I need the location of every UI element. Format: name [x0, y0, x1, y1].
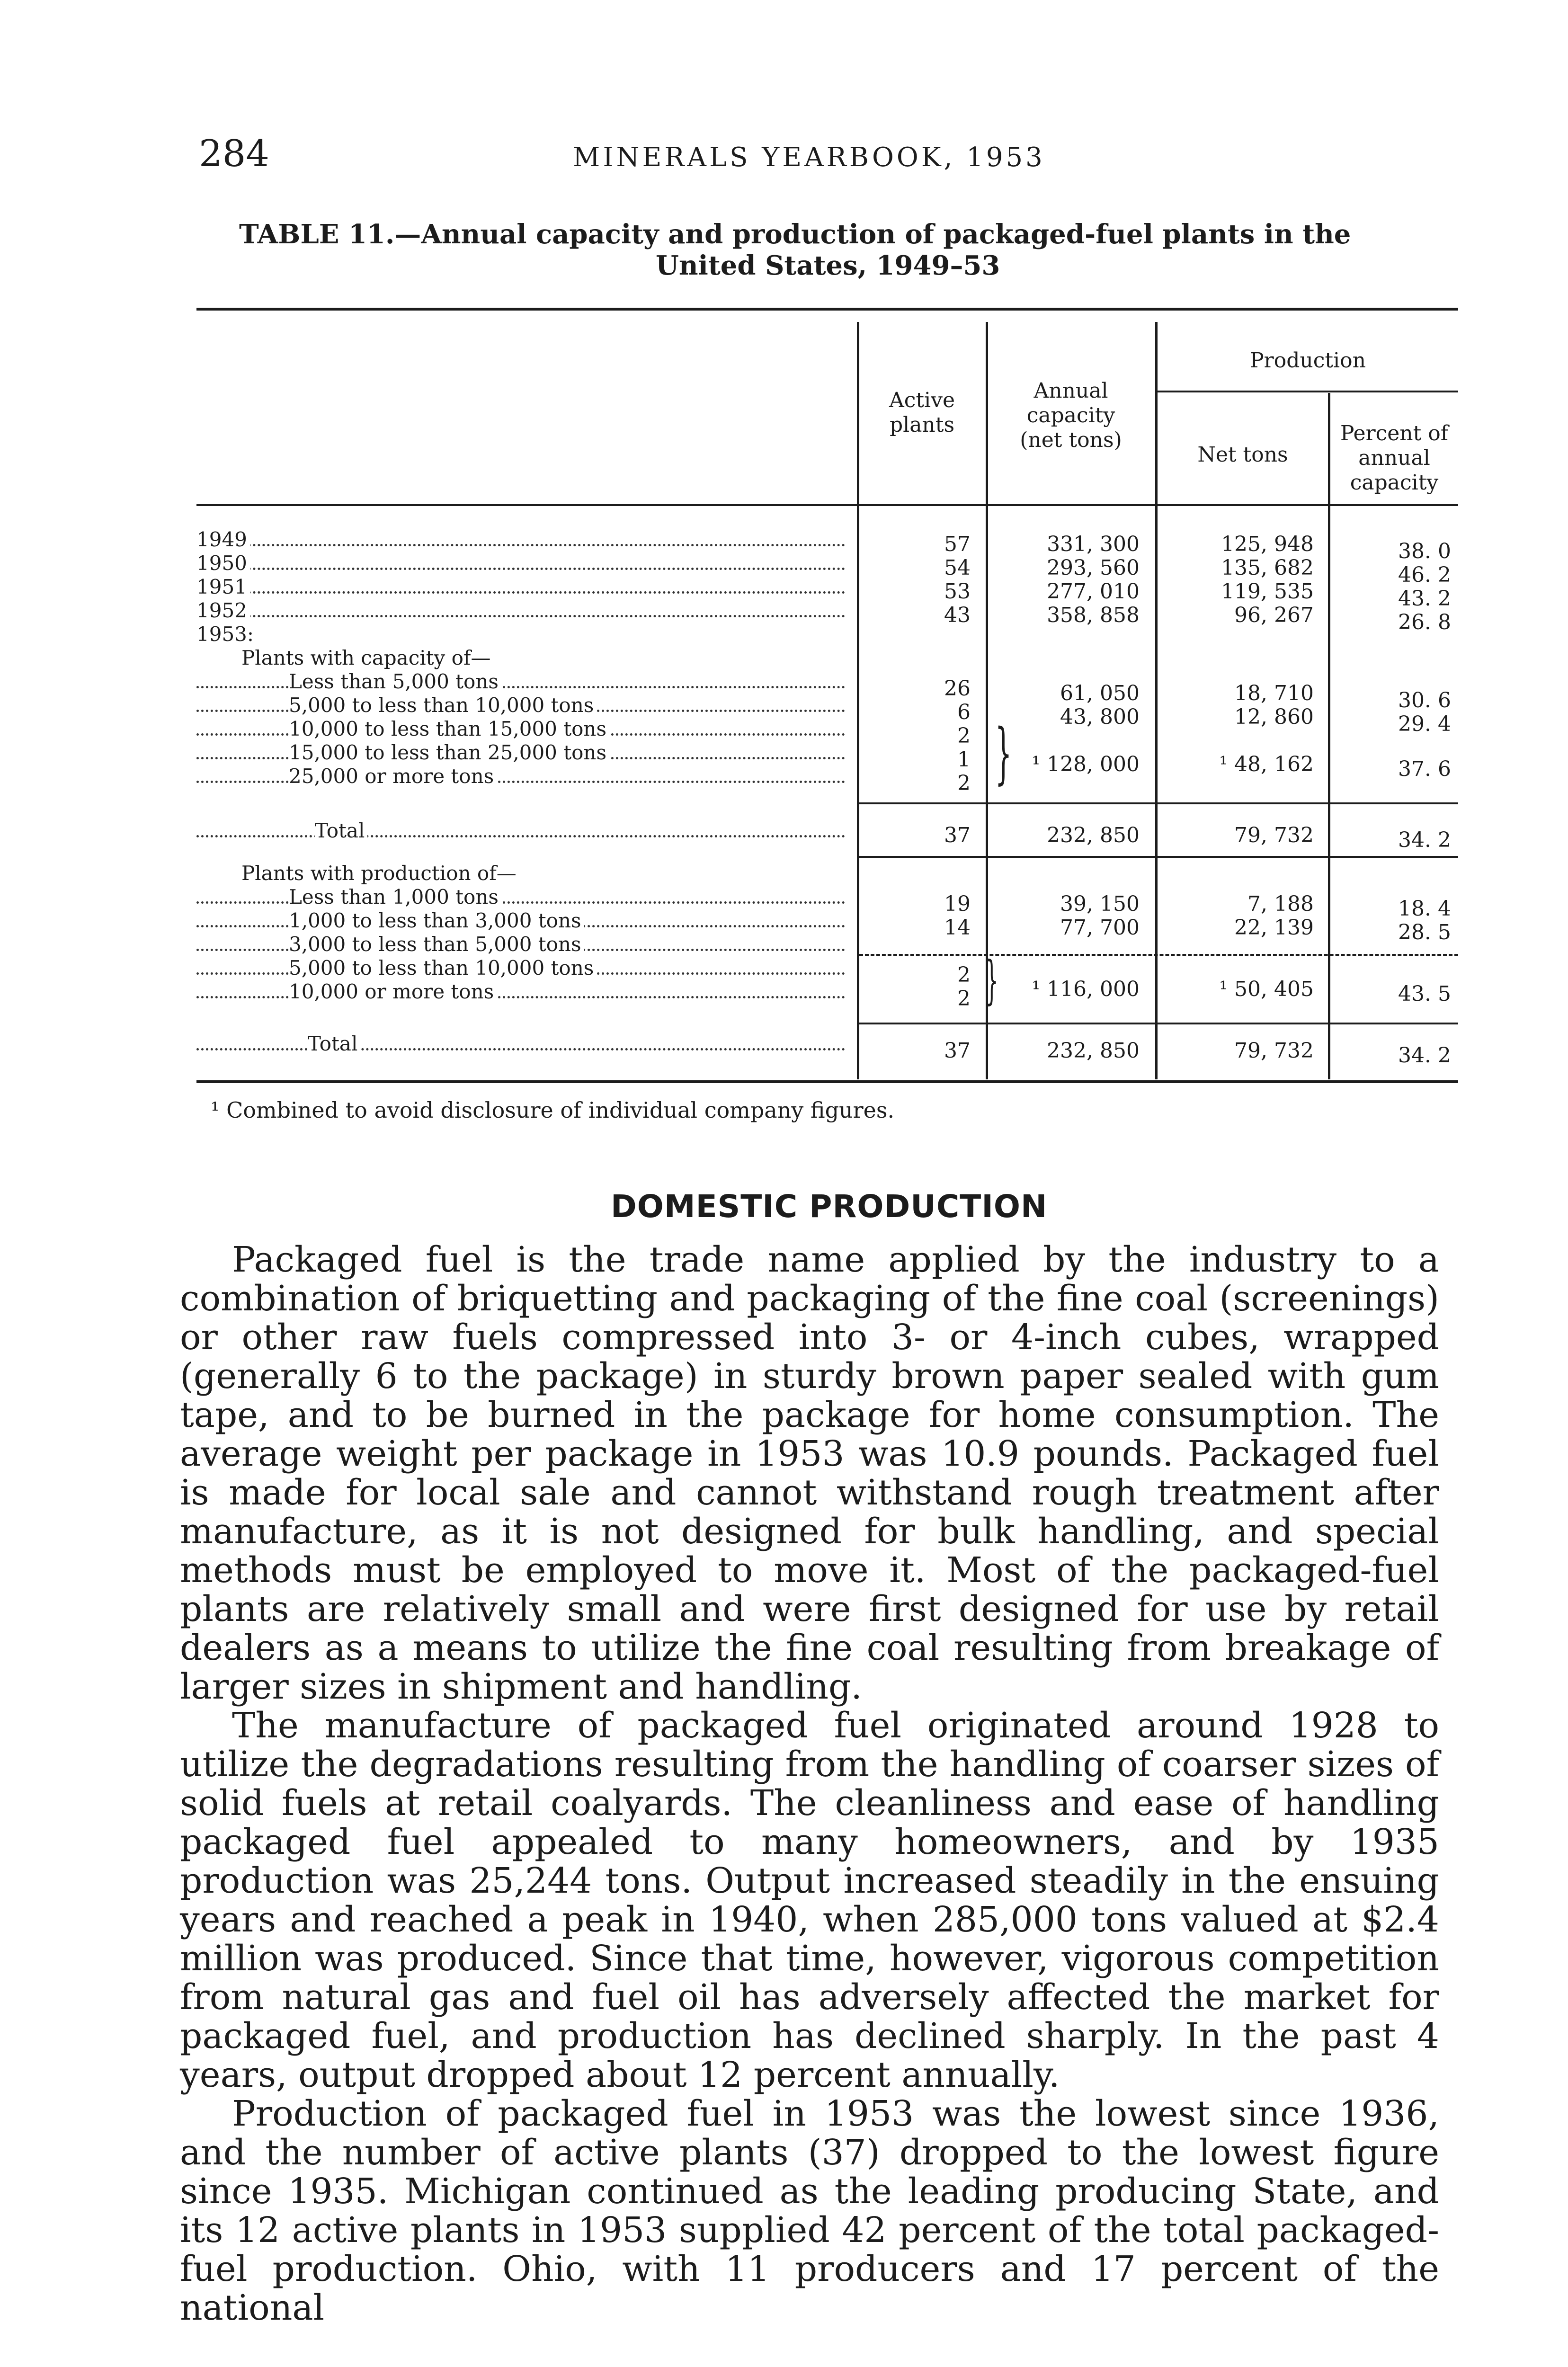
header-bottom-rule	[196, 504, 1458, 506]
cell-active: 19	[944, 892, 971, 916]
year-1953-label: 1953:	[196, 623, 254, 646]
cell-percent: 46. 2	[1398, 563, 1451, 587]
table-row-label: 5,000 to less than 10,000 tons	[196, 956, 850, 980]
cell-capacity-total: 232, 850	[1047, 823, 1140, 847]
cell-percent: 29. 4	[1398, 712, 1451, 736]
cell-capacity-combined: ¹ 116, 000	[1032, 977, 1140, 1001]
cell-percent: 38. 0	[1398, 539, 1451, 563]
section-heading: DOMESTIC PRODUCTION	[611, 1188, 1048, 1225]
cell-active-total: 37	[944, 1039, 971, 1063]
table-caption-line-2: United States, 1949–53	[656, 250, 1000, 281]
total-rule	[859, 1023, 1458, 1024]
cell-active: 2	[957, 724, 971, 748]
cell-net-tons-total: 79, 732	[1234, 1039, 1314, 1063]
cell-net-tons: 119, 535	[1221, 579, 1314, 604]
header-active-plants: Active plants	[889, 388, 955, 437]
header-production: Production	[1250, 348, 1366, 373]
cell-capacity: 277, 010	[1047, 579, 1140, 604]
header-net-tons: Net tons	[1197, 443, 1288, 467]
cell-capacity-total: 232, 850	[1047, 1039, 1140, 1063]
cell-net-tons-total: 79, 732	[1234, 823, 1314, 847]
cell-active: 6	[957, 700, 971, 724]
cell-percent-total: 34. 2	[1398, 828, 1451, 852]
table-footnote: ¹ Combined to avoid disclosure of individual company figures.	[211, 1097, 895, 1123]
cell-active: 14	[944, 916, 971, 940]
cell-net-tons: 12, 860	[1234, 705, 1314, 729]
cell-percent: 30. 6	[1398, 688, 1451, 712]
cell-capacity: 61, 050	[1060, 681, 1140, 705]
cell-active: 1	[957, 747, 971, 772]
table-row-label: 25,000 or more tons	[196, 765, 850, 788]
table-row-label: 1,000 to less than 3,000 tons	[196, 909, 850, 933]
paragraph: Production of packaged fuel in 1953 was the lowest since 1936, and the number of active plants (37) dropped to the lowest figure since 1935. Michigan continued as the leading producing State, and its 12 active plants in 1953 supplied 42 percent of the total packaged-fuel production. Ohio, with 11 producers and 17 percent of the national	[180, 2093, 1439, 2328]
total-row-label: Total	[196, 819, 850, 843]
cell-active: 43	[944, 603, 971, 627]
cell-percent: 26. 8	[1398, 610, 1451, 634]
cell-capacity: 77, 700	[1060, 916, 1140, 940]
table-row-label: 15,000 to less than 25,000 tons	[196, 741, 850, 765]
cell-net-tons: 125, 948	[1221, 532, 1314, 556]
table-row-label: 3,000 to less than 5,000 tons	[196, 933, 850, 956]
cell-percent-combined: 37. 6	[1398, 757, 1451, 781]
cell-percent: 43. 2	[1398, 587, 1451, 611]
cell-percent: 28. 5	[1398, 920, 1451, 944]
column-rule	[1328, 393, 1330, 1079]
brace-icon: }	[995, 715, 1012, 792]
paragraph: Packaged fuel is the trade name applied by the industry to a combination of briquetting and packaging of the fine coal (screenings) or other raw fuels compressed into 3- or 4-inch cubes, wrapped (generally 6 to the package) in sturdy brown paper sealed with gum tape, and to be burned in the package for home consumption. The average weight per package in 1953 was 10.9 pounds. Packaged fuel is made for local sale and cannot withstand rough treatment after manufacture, as it is not designed for bulk handling, and special methods must be employed to move it. Most of the packaged-fuel plants are relatively small and were first designed for use by retail dealers as a means to utilize the fine coal resulting from breakage of larger sizes in shipment and handling.	[180, 1239, 1439, 1707]
cell-active: 2	[957, 771, 971, 795]
table-row-label: Less than 5,000 tons	[196, 670, 850, 694]
cell-net-tons-combined: ¹ 50, 405	[1219, 977, 1314, 1001]
body-text	[180, 1240, 1439, 2327]
cell-capacity-combined: ¹ 128, 000	[1032, 752, 1140, 776]
cell-percent: 18. 4	[1398, 897, 1451, 921]
cell-net-tons: 22, 139	[1234, 916, 1314, 940]
header-percent-capacity: Percent of annual capacity	[1340, 421, 1449, 495]
cell-net-tons: 18, 710	[1234, 681, 1314, 705]
cell-net-tons-combined: ¹ 48, 162	[1219, 752, 1314, 776]
table-row-label: 1951	[196, 575, 850, 599]
table-caption	[239, 219, 1494, 281]
cell-capacity: 39, 150	[1060, 892, 1140, 916]
cell-capacity: 293, 560	[1047, 556, 1140, 580]
cell-capacity: 43, 800	[1060, 705, 1140, 729]
cell-net-tons: 96, 267	[1234, 603, 1314, 627]
cell-net-tons: 135, 682	[1221, 556, 1314, 580]
group-heading-capacity: Plants with capacity of—	[241, 646, 491, 669]
cell-net-tons: 7, 188	[1247, 892, 1314, 916]
cell-active: 26	[944, 676, 971, 701]
cell-active: 2	[957, 987, 971, 1011]
total-rule	[859, 802, 1458, 804]
table-row-label: Less than 1,000 tons	[196, 885, 850, 909]
table-top-rule	[196, 308, 1458, 311]
table-caption-line-1: TABLE 11.—Annual capacity and production of packaged-fuel plants in the	[239, 219, 1351, 250]
table-row-label: 1952	[196, 599, 850, 623]
cell-active: 57	[944, 532, 971, 556]
production-subrule	[1158, 391, 1458, 392]
page-number: 284	[199, 133, 269, 175]
table-row-label: 10,000 or more tons	[196, 980, 850, 1004]
cell-active: 2	[957, 963, 971, 987]
table-bottom-rule	[196, 1080, 1458, 1083]
running-title: MINERALS YEARBOOK, 1953	[573, 142, 1045, 173]
table-row-label: 1949	[196, 528, 850, 552]
brace-icon: }	[985, 950, 998, 1010]
dashed-rule	[859, 954, 1458, 956]
group-heading-production: Plants with production of—	[241, 862, 517, 885]
table-row-label: 10,000 to less than 15,000 tons	[196, 717, 850, 741]
cell-capacity: 358, 858	[1047, 603, 1140, 627]
table-row-label: 1950	[196, 552, 850, 575]
cell-capacity: 331, 300	[1047, 532, 1140, 556]
header-annual-capacity: Annual capacity (net tons)	[1020, 379, 1122, 452]
cell-percent-total: 34. 2	[1398, 1043, 1451, 1068]
cell-active-total: 37	[944, 823, 971, 847]
table-row-label: 5,000 to less than 10,000 tons	[196, 694, 850, 717]
total-row-label: Total	[196, 1032, 850, 1056]
paragraph: The manufacture of packaged fuel originated around 1928 to utilize the degradations resulting from the handling of coarser sizes of solid fuels at retail coalyards. The cleanliness and ease of handling packaged fuel appealed to many homeowners, and by 1935 production was 25,244 tons. Output increased steadily in the ensuing years and reached a peak in 1940, when 285,000 tons valued at $2.4 million was produced. Since that time, however, vigorous competition from natural gas and fuel oil has adversely affected the market for packaged fuel, and production has declined sharply. In the past 4 years, output dropped about 12 percent annually.	[180, 1705, 1439, 2095]
total-rule	[859, 856, 1458, 858]
cell-active: 54	[944, 556, 971, 580]
cell-percent-combined: 43. 5	[1398, 982, 1451, 1006]
cell-active: 53	[944, 579, 971, 604]
